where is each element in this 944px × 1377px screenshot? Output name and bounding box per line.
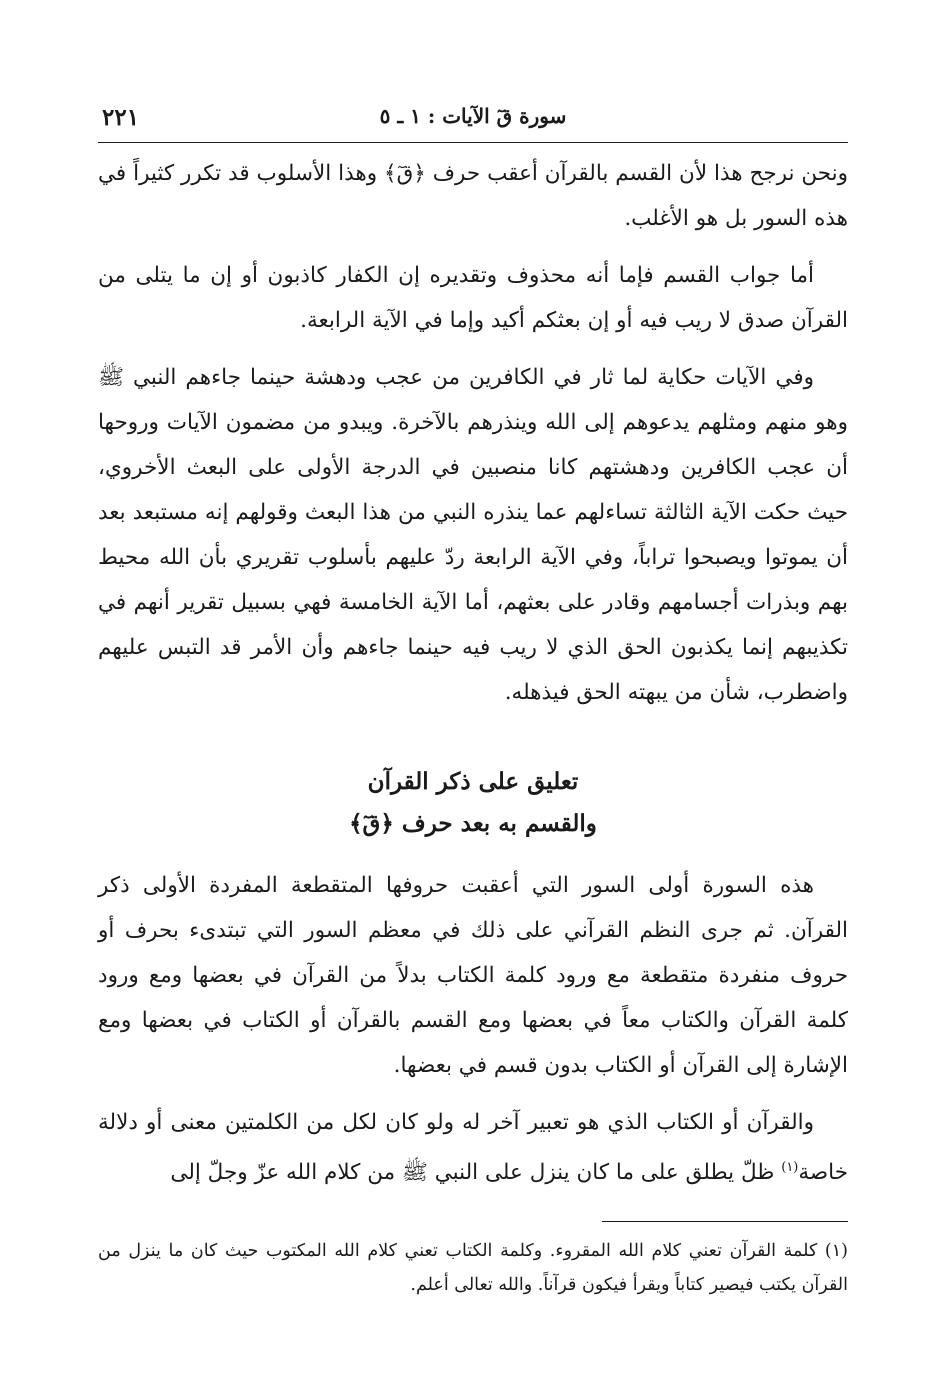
- page: [98, 96, 848, 1296]
- section-heading-line-1: تعليق على ذكر القرآن: [367, 768, 579, 795]
- footnote: (١) كلمة القرآن تعني كلام الله المقروء. وكلمة الكتاب تعني كلام الله المكتوب حيث كان ما ينزل من القرآن يكتب فيصير كتاباً ويقرأ فيكون قرآناً. والله تعالى أعلم.: [98, 1241, 848, 1296]
- paragraph-3: وفي الآيات حكاية لما ثار في الكافرين من عجب ودهشة حينما جاءهم النبي ﷺ وهو منهم ومثلهم يدعوهم إلى الله وينذرهم بالآخرة. ويبدو من مضمون الآيات وروحها أن عجب الكافرين ودهشتهم كانا منصبين في الدرجة الأولى على البعث الأخروي، حيث حكت الآية الثالثة تساءلهم عما ينذره النبي من هذا البعث وقولهم إنه مستبعد بعد أن يموتوا ويصبحوا تراباً، وفي الآية الرابعة ردّ عليهم بأسلوب تقريري بأن الله محيط بهم وبذرات أجسامهم وقادر على بعثهم، أما الآية الخامسة فهي بسبيل تقرير أنهم في تكذيبهم إنما يكذبون الحق الذي لا ريب فيه حينما جاءهم وأن الأمر قد التبس عليهم واضطرب، شأن من يبهته الحق فيذهله.: [98, 365, 848, 705]
- footnote-divider: [602, 1221, 848, 1222]
- section-heading-line-2: والقسم به بعد حرف ﴿قٓ﴾: [349, 810, 597, 837]
- paragraph-1: ونحن نرجح هذا لأن القسم بالقرآن أعقب حرف ﴿قٓ﴾ وهذا الأسلوب قد تكرر كثيراً في هذه السور بل هو الأغلب.: [98, 161, 848, 231]
- footnote-reference: (١): [781, 1160, 799, 1175]
- main-text: [98, 151, 848, 1302]
- section-heading: [98, 761, 848, 845]
- running-header: [98, 96, 848, 143]
- running-title: سورة قٓ الآيات : ١ ـ ٥: [379, 104, 567, 128]
- page-number: ٢٢١: [102, 104, 140, 131]
- section-paragraph-2-text-b: ظلّ يطلق على ما كان ينزل على النبي ﷺ من كلام الله عزّ وجلّ إلى: [170, 1160, 782, 1186]
- section-paragraph-2-text-a: والقرآن أو الكتاب الذي هو تعبير آخر له ولو كان لكل من الكلمتين معنى أو دلالة خاصة: [98, 1110, 848, 1186]
- section-paragraph-2: [98, 1100, 848, 1195]
- section-paragraph-1: هذه السورة أولى السور التي أعقبت حروفها المتقطعة المفردة الأولى ذكر القرآن. ثم جرى النظم القرآني على ذلك في معظم السور التي تبتدىء بحرف أو حروف منفردة متقطعة مع ورود كلمة الكتاب بدلاً من القرآن في بعضها ومع ورود كلمة القرآن والكتاب معاً في بعضها ومع القسم بالقرآن أو الكتاب في بعضها ومع الإشارة إلى القرآن أو الكتاب بدون قسم في بعضها.: [98, 873, 848, 1078]
- paragraph-2: أما جواب القسم فإما أنه محذوف وتقديره إن الكفار كاذبون أو إن ما يتلى من القرآن صدق لا ريب فيه أو إن بعثكم أكيد وإما في الآية الرابعة.: [98, 263, 848, 333]
